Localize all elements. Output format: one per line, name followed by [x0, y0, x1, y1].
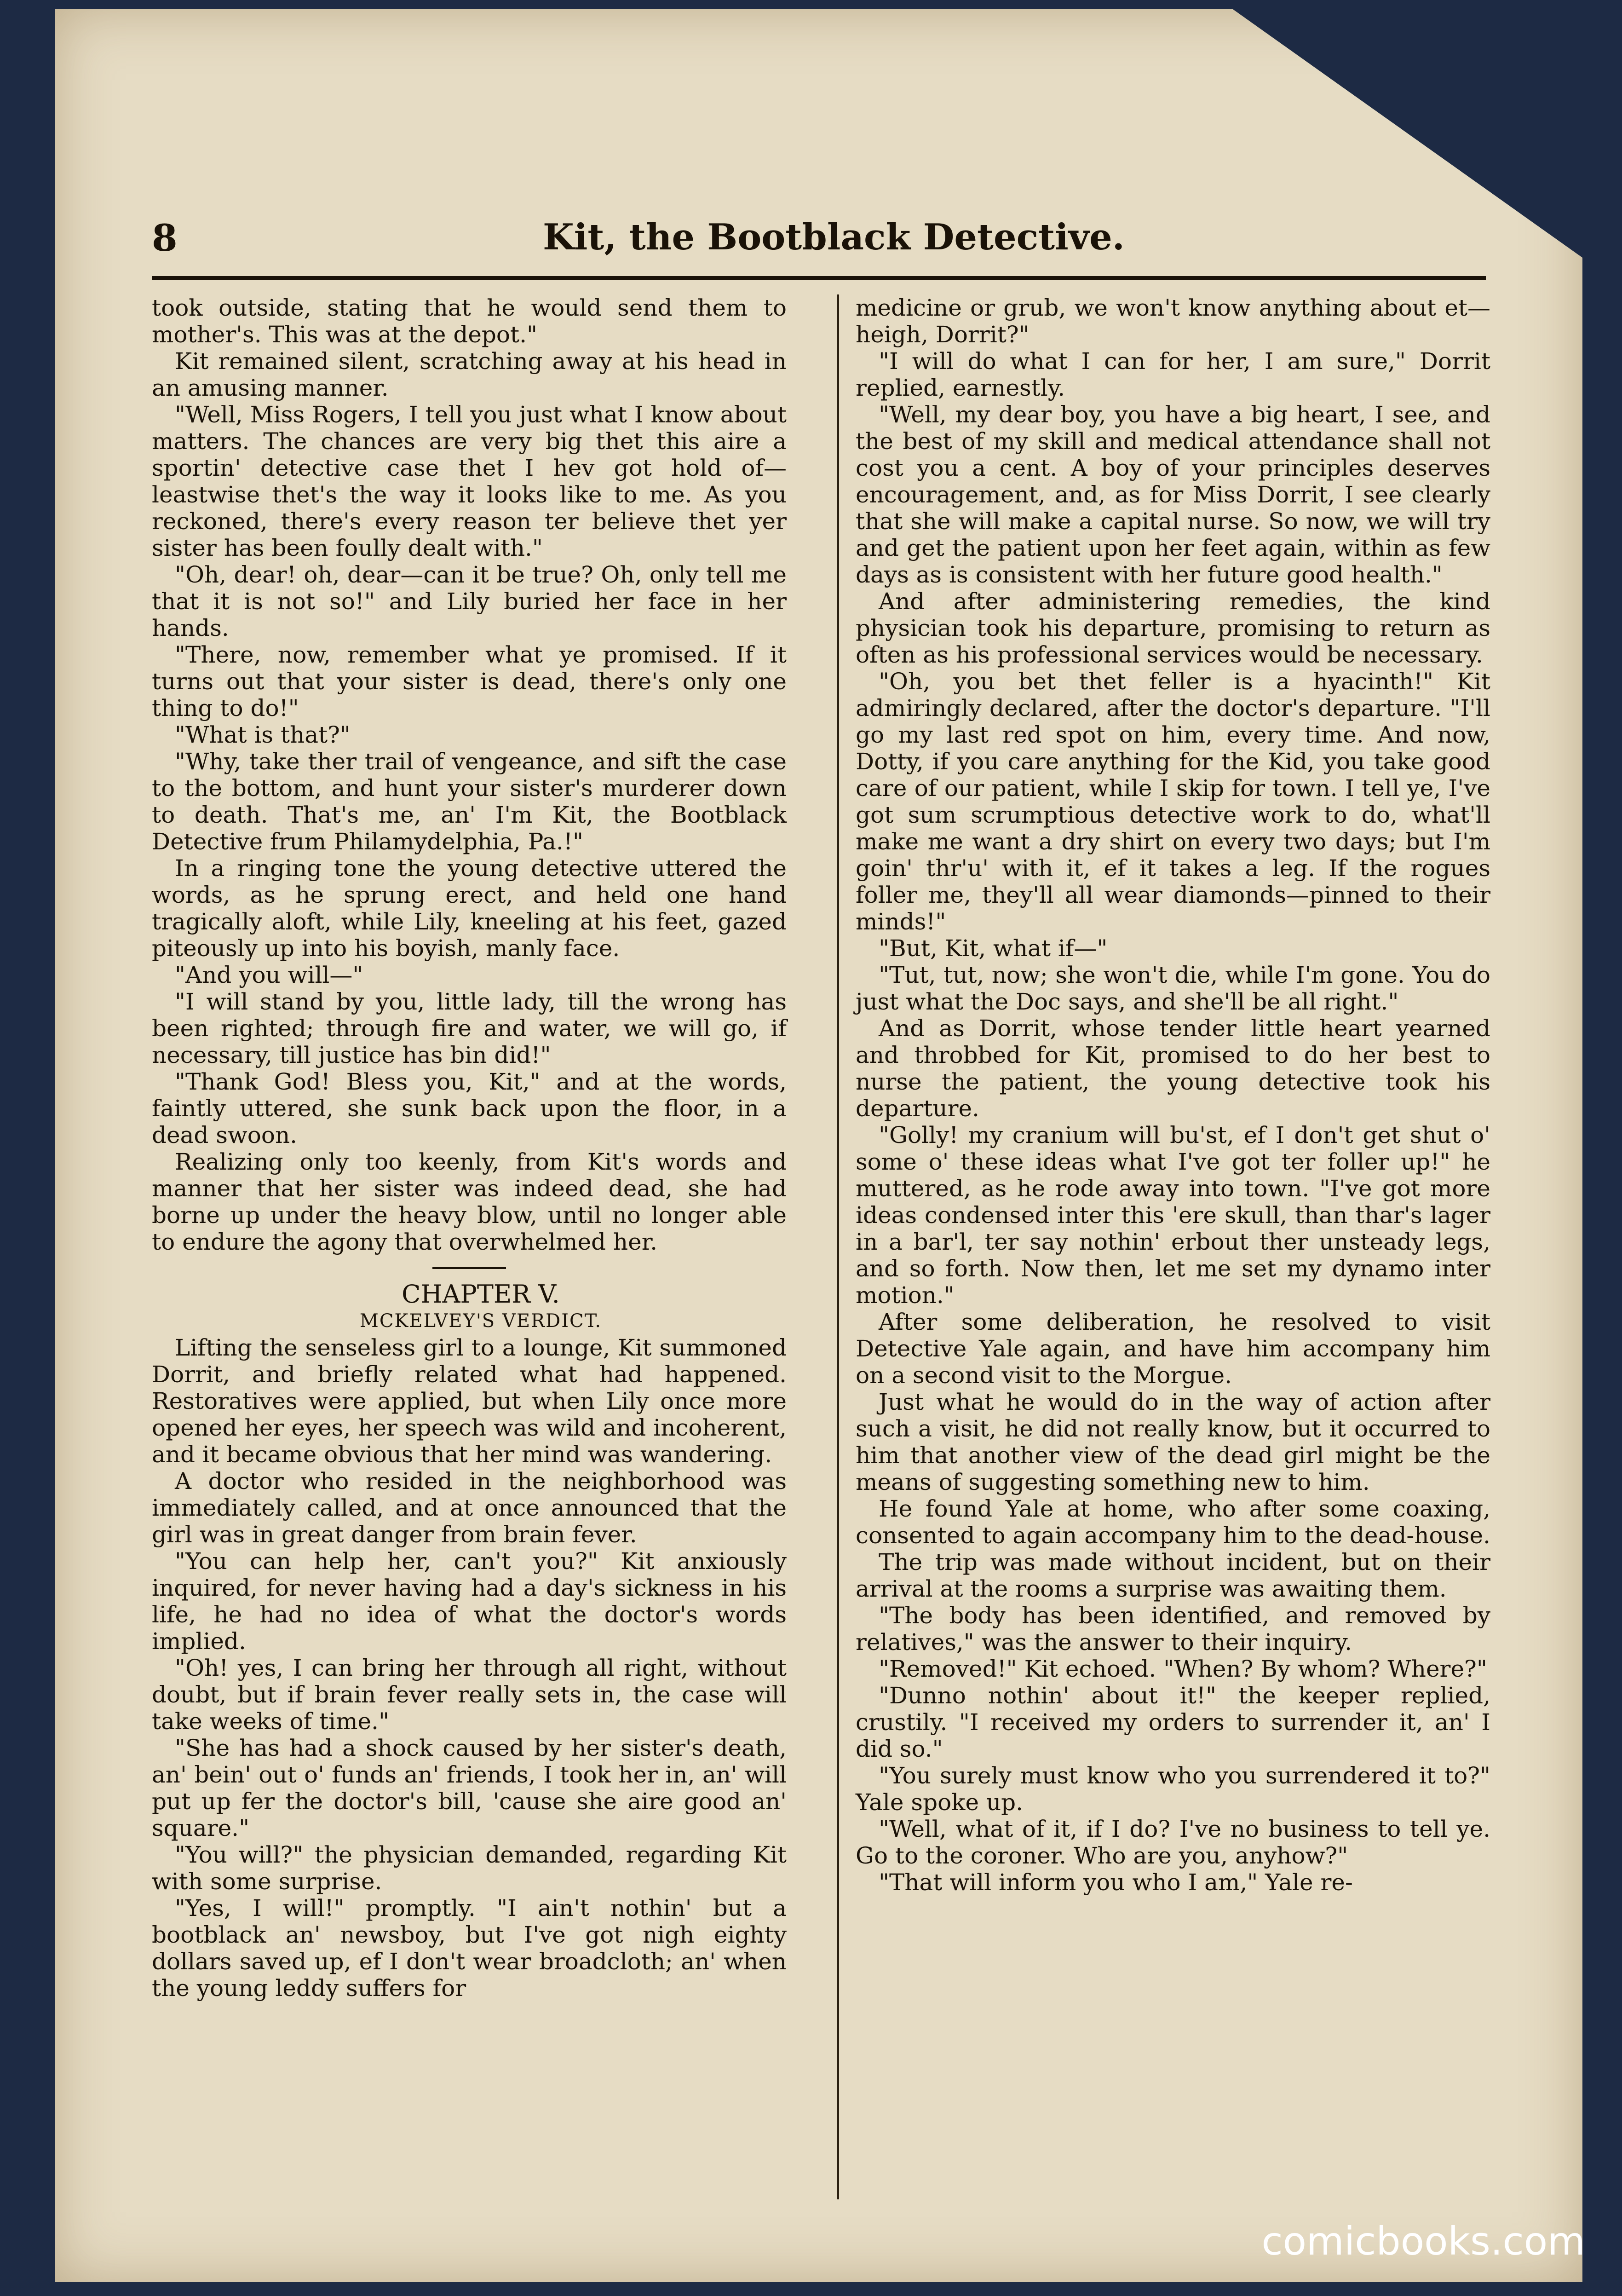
paragraph: medicine or grub, we won't know anything about et—heigh, Dorrit?" — [856, 294, 1490, 348]
chapter-title: CHAPTER V. — [402, 1280, 560, 1309]
page-number: 8 — [152, 216, 178, 260]
left-column — [152, 294, 787, 2002]
paragraph: "Golly! my cranium will bu'st, ef I don't get shut o' some o' these ideas what I've got ter foller up!" he muttered, as he rode away into town. "I've got more ideas condensed inter this 'ere skull, than thar's lager in a bar'l, ter say nothin' erbout ther unsteady legs, and so forth. Now then, let me set my dynamo inter motion." — [856, 1122, 1490, 1309]
paragraph: "Well, Miss Rogers, I tell you just what I know about matters. The chances are very big thet this aire a sportin' detective case thet I hev got hold of—leastwise thet's the way it looks like to me. As you reckoned, there's every reason ter believe thet yer sister has been foully dealt with." — [152, 401, 787, 561]
paragraph: "Why, take ther trail of vengeance, and sift the case to the bottom, and hunt your sister's murderer down to death. That's me, an' I'm Kit, the Bootblack Detective frum Philamydelphia, Pa.!" — [152, 748, 787, 855]
chapter-separator — [432, 1267, 506, 1269]
paragraph: Realizing only too keenly, from Kit's words and manner that her sister was indeed dead, she had borne up under the heavy blow, until no longer able to endure the agony that overwhelmed her. — [152, 1148, 787, 1255]
paragraph: "You can help her, can't you?" Kit anxiously inquired, for never having had a day's sickness in his life, he had no idea of what the doctor's words implied. — [152, 1548, 787, 1655]
paragraph: A doctor who resided in the neighborhood was immediately called, and at once announced that the girl was in great danger from brain fever. — [152, 1468, 787, 1548]
paragraph: "There, now, remember what ye promised. If it turns out that your sister is dead, there's only one thing to do!" — [152, 641, 787, 721]
paragraph: "Oh! yes, I can bring her through all right, without doubt, but if brain fever really sets in, the case will take weeks of time." — [152, 1655, 787, 1735]
paragraph: "You surely must know who you surrendered it to?" Yale spoke up. — [856, 1762, 1490, 1816]
chapter-subtitle: MCKELVEY'S VERDICT. — [359, 1310, 602, 1332]
paragraph: "The body has been identified, and removed by relatives," was the answer to their inquiry. — [856, 1602, 1490, 1656]
paragraph: And after administering remedies, the kind physician took his departure, promising to return as often as his professional services would be necessary. — [856, 588, 1490, 668]
paragraph: He found Yale at home, who after some coaxing, consented to again accompany him to the dead-house. — [856, 1495, 1490, 1549]
paragraph: And as Dorrit, whose tender little heart yearned and throbbed for Kit, promised to do her best to nurse the patient, the young detective took his departure. — [856, 1015, 1490, 1122]
paragraph: Just what he would do in the way of action after such a visit, he did not really know, but it occurred to him that another view of the dead girl might be the means of suggesting something new to him. — [856, 1389, 1490, 1495]
paragraph: "Oh, dear! oh, dear—can it be true? Oh, only tell me that it is not so!" and Lily buried her face in her hands. — [152, 561, 787, 641]
paragraph: "I will stand by you, little lady, till the wrong has been righted; through fire and water, we will go, if necessary, till justice has bin did!" — [152, 988, 787, 1068]
header-rule — [152, 276, 1486, 280]
watermark: comicbooks.com — [1261, 2219, 1585, 2264]
paragraph: Kit remained silent, scratching away at his head in an amusing manner. — [152, 348, 787, 401]
paragraph: took outside, stating that he would send them to mother's. This was at the depot." — [152, 294, 787, 348]
paragraph: "Dunno nothin' about it!" the keeper replied, crustily. "I received my orders to surrender it, an' I did so." — [856, 1682, 1490, 1762]
paragraph: The trip was made without incident, but on their arrival at the rooms a surprise was awaiting them. — [856, 1549, 1490, 1602]
paragraph: "But, Kit, what if—" — [879, 935, 1108, 962]
paragraph: "She has had a shock caused by her sister's death, an' bein' out o' funds an' friends, I took her in, an' will put up fer the doctor's bill, 'cause she aire good an' square." — [152, 1735, 787, 1841]
paragraph: Lifting the senseless girl to a lounge, Kit summoned Dorrit, and briefly related what had happened. Restoratives were applied, but when Lily once more opened her eyes, her speech was wild and incoherent, and it became obvious that her mind was wandering. — [152, 1334, 787, 1468]
paragraph: After some deliberation, he resolved to visit Detective Yale again, and have him accompany him on a second visit to the Morgue. — [856, 1309, 1490, 1389]
paragraph: "Well, what of it, if I do? I've no business to tell ye. Go to the coroner. Who are you, anyhow?" — [856, 1816, 1490, 1869]
paragraph: "Removed!" Kit echoed. "When? By whom? Where?" — [879, 1656, 1487, 1682]
paragraph: "Yes, I will!" promptly. "I ain't nothin' but a bootblack an' newsboy, but I've got nigh eighty dollars saved up, ef I don't wear broadcloth; an' when the young leddy suffers for — [152, 1895, 787, 2002]
running-title: Kit, the Bootblack Detective. — [543, 216, 1125, 258]
paragraph: "I will do what I can for her, I am sure," Dorrit replied, earnestly. — [856, 348, 1490, 401]
paragraph: "And you will—" — [175, 962, 363, 988]
paragraph: "Well, my dear boy, you have a big heart, I see, and the best of my skill and medical attendance shall not cost you a cent. A boy of your principles deserves encouragement, and, as for Miss Dorrit, I see clearly that she will make a capital nurse. So now, we will try and get the patient upon her feet again, within as few days as is consistent with her future good health." — [856, 401, 1490, 588]
column-divider — [837, 294, 839, 2199]
paragraph: "Thank God! Bless you, Kit," and at the words, faintly uttered, she sunk back upon the floor, in a dead swoon. — [152, 1068, 787, 1148]
paragraph: In a ringing tone the young detective uttered the words, as he sprung erect, and held one hand tragically aloft, while Lily, kneeling at his feet, gazed piteously up into his boyish, manly face. — [152, 855, 787, 962]
paragraph: "You will?" the physician demanded, regarding Kit with some surprise. — [152, 1841, 787, 1895]
paragraph: "That will inform you who I am," Yale re- — [879, 1869, 1353, 1896]
paragraph: "Oh, you bet thet feller is a hyacinth!" Kit admiringly declared, after the doctor's departure. "I'll go my last red spot on him, every time. And now, Dotty, if you care anything for the Kid, you take good care of our patient, while I skip for town. I tell ye, I've got sum scrumptious detective work to do, what'll make me want a dry shirt on every two days; but I'm goin' thr'u' with it, ef it takes a leg. If the rogues foller me, they'll all wear diamonds—pinned to their minds!" — [856, 668, 1490, 935]
torn-corner — [1233, 9, 1582, 258]
paragraph: "Tut, tut, now; she won't die, while I'm gone. You do just what the Doc says, and she'll be all right." — [856, 962, 1490, 1015]
right-column — [856, 294, 1490, 1896]
paragraph: "What is that?" — [175, 721, 351, 748]
